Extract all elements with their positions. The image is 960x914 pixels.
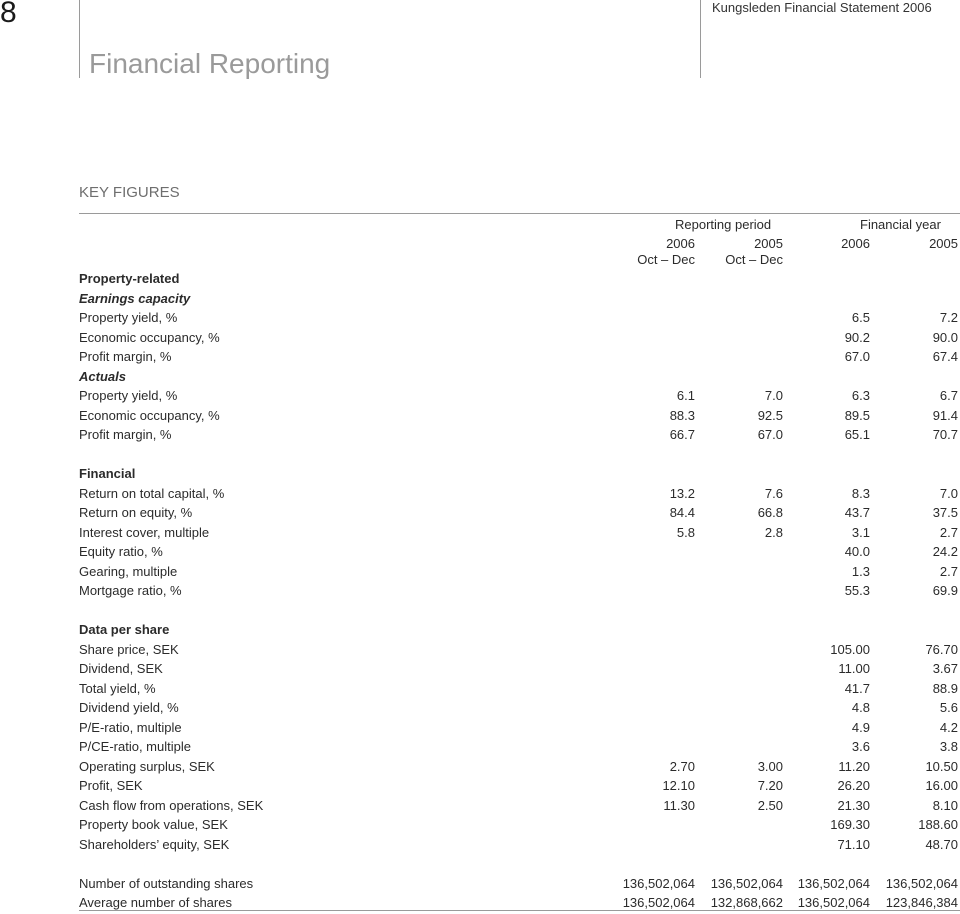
table-cell: 169.30 — [830, 817, 870, 832]
subsection-heading: Actuals — [79, 368, 126, 384]
row-label: Property yield, % — [79, 388, 178, 403]
table-cell: 69.9 — [932, 583, 958, 598]
row-label: P/E-ratio, multiple — [79, 719, 182, 735]
row-label: Economic occupancy, % — [79, 329, 220, 345]
section-heading: Property-related — [79, 271, 180, 286]
table-cell: 5.6 — [939, 700, 958, 715]
table-cell: 48.70 — [925, 836, 958, 852]
table-cell: 3.67 — [932, 661, 958, 676]
table-cell: 66.7 — [669, 427, 695, 442]
row-label: Number of outstanding shares — [79, 875, 254, 891]
row-label: Property book value, SEK — [79, 817, 228, 832]
row-label: Dividend yield, % — [79, 700, 179, 715]
table-cell: 7.6 — [764, 485, 783, 501]
column-year-header: 2006 — [841, 236, 870, 251]
row-label: Dividend, SEK — [79, 661, 163, 676]
table-cell: 90.2 — [844, 329, 870, 345]
table-cell: 43.7 — [844, 505, 870, 520]
row-label: Shareholders’ equity, SEK — [79, 836, 230, 852]
table-cell: 13.2 — [669, 485, 695, 501]
table-cell: 67.4 — [932, 349, 958, 364]
table-cell: 2.7 — [939, 563, 958, 579]
table-cell: 71.10 — [837, 836, 870, 852]
table-cell: 4.2 — [939, 719, 958, 735]
table-cell: 188.60 — [918, 817, 958, 832]
table-cell: 37.5 — [932, 505, 958, 520]
table-cell: 3.1 — [851, 524, 870, 540]
table-cell: 136,502,064 — [622, 875, 695, 891]
table-cell: 132,868,662 — [710, 895, 783, 910]
table-cell: 3.6 — [851, 739, 870, 754]
table-cell: 136,502,064 — [797, 895, 870, 910]
table-cell: 4.8 — [851, 700, 870, 715]
table-cell: 11.00 — [838, 661, 870, 676]
row-label: Return on equity, % — [79, 505, 193, 520]
table-cell: 67.0 — [757, 427, 783, 442]
table-cell: 8.3 — [851, 485, 870, 501]
table-cell: 136,502,064 — [885, 875, 958, 891]
subsection-heading: Earnings capacity — [79, 290, 191, 306]
table-cell: 92.5 — [757, 407, 783, 423]
page-number: 8 — [0, 0, 17, 29]
table-cell: 7.0 — [939, 485, 958, 501]
table-cell: 4.9 — [851, 719, 870, 735]
table-cell: 2.50 — [757, 797, 783, 813]
column-year-header: 2006 — [666, 236, 695, 251]
row-label: Profit margin, % — [79, 349, 172, 364]
table-cell: 67.0 — [844, 349, 870, 364]
row-label: Share price, SEK — [79, 641, 179, 657]
table-cell: 123,846,384 — [885, 895, 958, 910]
row-label: Equity ratio, % — [79, 544, 163, 559]
row-label: Total yield, % — [79, 680, 156, 696]
column-period-header: Oct – Dec — [725, 252, 783, 267]
table-cell: 7.20 — [757, 778, 783, 793]
table-cell: 21.30 — [837, 797, 870, 813]
table-cell: 3.8 — [939, 739, 958, 754]
table-cell: 2.70 — [669, 758, 695, 774]
table-cell: 66.8 — [757, 505, 783, 520]
table-cell: 40.0 — [844, 544, 870, 559]
table-cell: 8.10 — [932, 797, 958, 813]
table-cell: 26.20 — [837, 778, 870, 793]
table-cell: 11.20 — [838, 758, 870, 774]
column-year-header: 2005 — [754, 236, 783, 251]
column-group-header: Reporting period — [675, 217, 772, 232]
page-title: Financial Reporting — [89, 48, 331, 79]
table-cell: 6.7 — [939, 388, 958, 403]
column-period-header: Oct – Dec — [637, 252, 695, 267]
table-cell: 55.3 — [844, 583, 870, 598]
table-cell: 90.0 — [932, 329, 958, 345]
section-title: KEY FIGURES — [79, 184, 180, 201]
table-cell: 7.0 — [764, 388, 783, 403]
table-cell: 88.3 — [669, 407, 695, 423]
table-cell: 2.7 — [939, 524, 958, 540]
table-cell: 6.1 — [676, 388, 695, 403]
table-cell: 16.00 — [925, 778, 958, 793]
table-cell: 2.8 — [764, 524, 783, 540]
table-cell: 136,502,064 — [710, 875, 783, 891]
table-cell: 41.7 — [844, 680, 870, 696]
table-top-rule — [79, 213, 960, 214]
row-label: Economic occupancy, % — [79, 407, 220, 423]
header-divider-left — [79, 0, 80, 78]
row-label: Cash flow from operations, SEK — [79, 797, 264, 813]
table-cell: 1.3 — [851, 563, 870, 579]
column-year-header: 2005 — [929, 236, 958, 251]
table-cell: 10.50 — [925, 758, 958, 774]
row-label: Property yield, % — [79, 310, 178, 325]
row-label: Average number of shares — [79, 895, 232, 910]
row-label: Operating surplus, SEK — [79, 758, 215, 774]
table-cell: 136,502,064 — [797, 875, 870, 891]
row-label: Interest cover, multiple — [79, 524, 210, 540]
table-cell: 136,502,064 — [622, 895, 695, 910]
column-group-header: Financial year — [860, 217, 941, 232]
section-heading: Data per share — [79, 622, 170, 637]
table-cell: 84.4 — [669, 505, 695, 520]
table-cell: 105.00 — [830, 641, 870, 657]
row-label: P/CE-ratio, multiple — [79, 739, 191, 754]
table-cell: 5.8 — [676, 524, 695, 540]
table-cell: 3.00 — [757, 758, 783, 774]
header-divider-right — [700, 0, 701, 78]
table-bottom-rule — [79, 910, 960, 911]
running-header: Kungsleden Financial Statement 2006 — [712, 0, 932, 15]
table-cell: 6.5 — [851, 310, 870, 325]
table-cell: 6.3 — [851, 388, 870, 403]
table-cell: 76.70 — [925, 641, 958, 657]
table-cell: 88.9 — [932, 680, 958, 696]
table-cell: 24.2 — [932, 544, 958, 559]
table-cell: 65.1 — [844, 427, 870, 442]
table-cell: 89.5 — [844, 407, 870, 423]
row-label: Gearing, multiple — [79, 563, 178, 579]
table-cell: 7.2 — [939, 310, 958, 325]
table-cell: 70.7 — [932, 427, 958, 442]
table-cell: 91.4 — [932, 407, 958, 423]
table-cell: 12.10 — [662, 778, 695, 793]
row-label: Mortgage ratio, % — [79, 583, 182, 598]
row-label: Profit, SEK — [79, 778, 143, 793]
table-cell: 11.30 — [663, 797, 695, 813]
row-label: Return on total capital, % — [79, 485, 225, 501]
section-heading: Financial — [79, 466, 136, 481]
row-label: Profit margin, % — [79, 427, 172, 442]
